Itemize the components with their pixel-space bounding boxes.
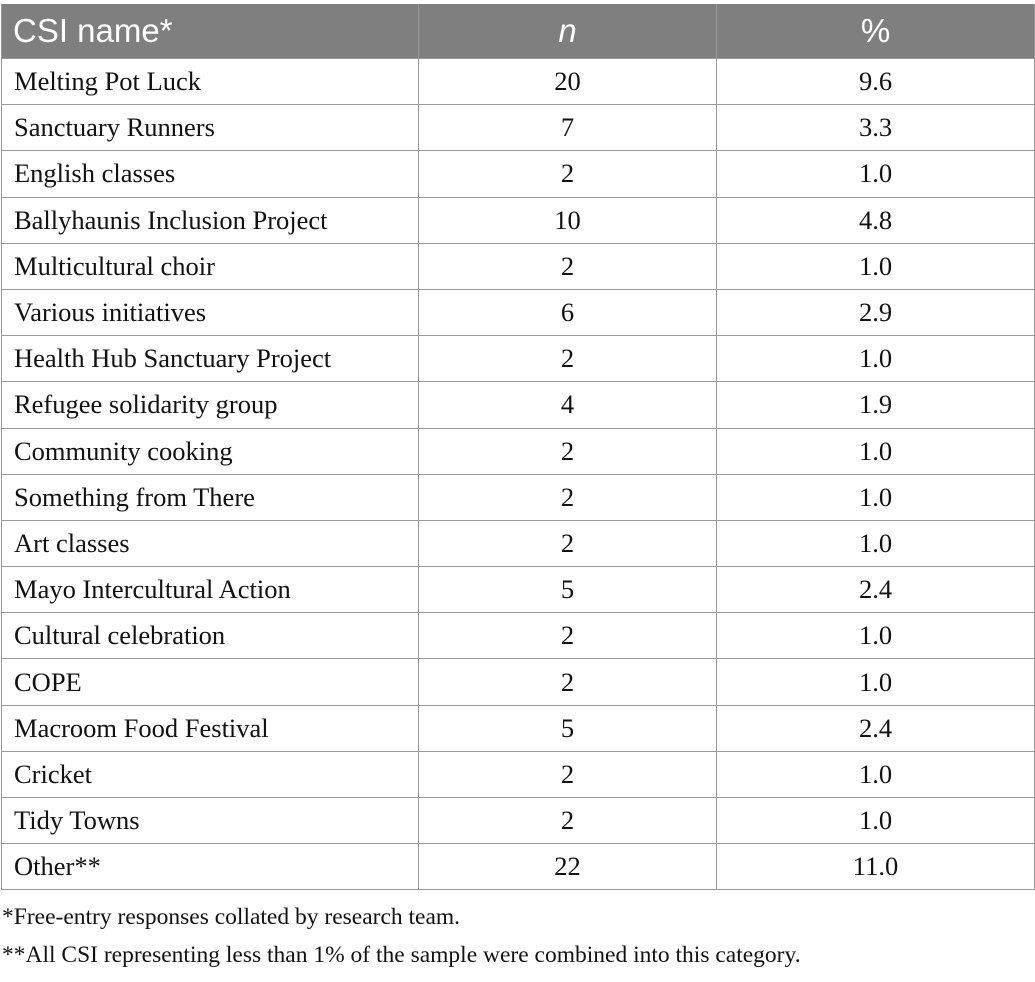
cell-n: 2 [419, 520, 717, 566]
cell-csi-name: Melting Pot Luck [2, 59, 419, 105]
table-row [2, 844, 1035, 890]
table-row [2, 751, 1035, 797]
cell-percent: 1.0 [717, 428, 1035, 474]
csi-table [1, 4, 1035, 890]
cell-n: 5 [419, 705, 717, 751]
table-row [2, 428, 1035, 474]
cell-csi-name: Macroom Food Festival [2, 705, 419, 751]
table-row [2, 289, 1035, 335]
cell-csi-name: Health Hub Sanctuary Project [2, 336, 419, 382]
cell-n: 2 [419, 659, 717, 705]
table-row [2, 705, 1035, 751]
cell-percent: 1.0 [717, 798, 1035, 844]
cell-percent: 1.0 [717, 474, 1035, 520]
cell-n: 2 [419, 336, 717, 382]
cell-percent: 9.6 [717, 59, 1035, 105]
header-percent: % [717, 4, 1035, 59]
header-csi-name: CSI name* [2, 4, 419, 59]
table-row [2, 798, 1035, 844]
cell-csi-name: COPE [2, 659, 419, 705]
table-row [2, 151, 1035, 197]
cell-percent: 4.8 [717, 197, 1035, 243]
table-row [2, 105, 1035, 151]
cell-csi-name: English classes [2, 151, 419, 197]
cell-percent: 1.9 [717, 382, 1035, 428]
footnote-1: *Free-entry responses collated by research team. [2, 904, 461, 930]
cell-csi-name: Sanctuary Runners [2, 105, 419, 151]
table-row [2, 520, 1035, 566]
table-row [2, 474, 1035, 520]
cell-percent: 1.0 [717, 243, 1035, 289]
cell-n: 22 [419, 844, 717, 890]
cell-csi-name: Mayo Intercultural Action [2, 567, 419, 613]
cell-n: 5 [419, 567, 717, 613]
footnote-2: **All CSI representing less than 1% of the sample were combined into this category. [2, 942, 801, 968]
cell-csi-name: Multicultural choir [2, 243, 419, 289]
cell-csi-name: Cultural celebration [2, 613, 419, 659]
cell-n: 10 [419, 197, 717, 243]
cell-percent: 1.0 [717, 613, 1035, 659]
cell-csi-name: Tidy Towns [2, 798, 419, 844]
table-row [2, 59, 1035, 105]
cell-n: 2 [419, 798, 717, 844]
cell-n: 7 [419, 105, 717, 151]
table-row [2, 659, 1035, 705]
cell-csi-name: Something from There [2, 474, 419, 520]
cell-n: 20 [419, 59, 717, 105]
cell-n: 2 [419, 751, 717, 797]
cell-percent: 1.0 [717, 336, 1035, 382]
table-row [2, 613, 1035, 659]
cell-n: 2 [419, 243, 717, 289]
cell-csi-name: Various initiatives [2, 289, 419, 335]
header-row [2, 4, 1035, 59]
cell-percent: 2.4 [717, 567, 1035, 613]
cell-n: 2 [419, 428, 717, 474]
cell-csi-name: Cricket [2, 751, 419, 797]
table-row [2, 336, 1035, 382]
cell-percent: 2.4 [717, 705, 1035, 751]
footnotes [2, 898, 1032, 974]
cell-percent: 1.0 [717, 659, 1035, 705]
cell-csi-name: Refugee solidarity group [2, 382, 419, 428]
table-row [2, 567, 1035, 613]
cell-percent: 1.0 [717, 151, 1035, 197]
table-row [2, 382, 1035, 428]
cell-csi-name: Art classes [2, 520, 419, 566]
table-row [2, 197, 1035, 243]
cell-csi-name: Other** [2, 844, 419, 890]
cell-n: 2 [419, 474, 717, 520]
header-n: n [419, 4, 717, 59]
cell-csi-name: Ballyhaunis Inclusion Project [2, 197, 419, 243]
cell-n: 2 [419, 151, 717, 197]
cell-n: 4 [419, 382, 717, 428]
table-row [2, 243, 1035, 289]
cell-n: 2 [419, 613, 717, 659]
cell-percent: 11.0 [717, 844, 1035, 890]
cell-n: 6 [419, 289, 717, 335]
cell-percent: 1.0 [717, 520, 1035, 566]
cell-percent: 2.9 [717, 289, 1035, 335]
cell-percent: 3.3 [717, 105, 1035, 151]
cell-percent: 1.0 [717, 751, 1035, 797]
cell-csi-name: Community cooking [2, 428, 419, 474]
